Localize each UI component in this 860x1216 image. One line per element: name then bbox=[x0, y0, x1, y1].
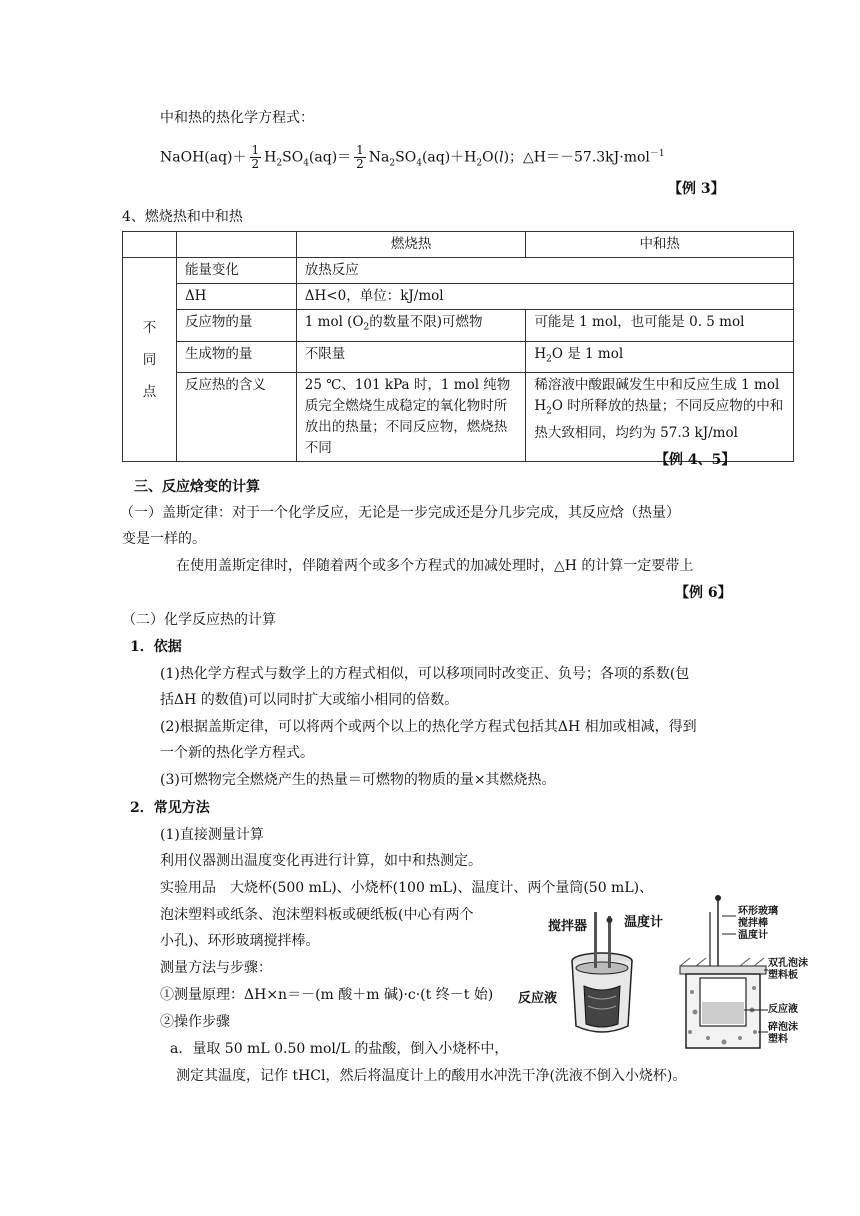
section-3-title: 三、反应焓变的计算 bbox=[134, 479, 260, 495]
row-label: 反应物的量 bbox=[176, 310, 296, 342]
hess-law-line-2: 变是一样的。 bbox=[122, 531, 206, 547]
row-label: 生成物的量 bbox=[176, 341, 296, 373]
method-line: ②操作步骤 bbox=[160, 1014, 230, 1030]
table-header-row bbox=[123, 232, 794, 258]
row-value: 放热反应 bbox=[296, 258, 793, 284]
intro-text: 中和热的热化学方程式： bbox=[160, 110, 314, 126]
methods-title: 2．常见方法 bbox=[130, 800, 210, 816]
basis-line: 括ΔH 的数值)可以同时扩大或缩小相同的倍数。 bbox=[160, 692, 459, 708]
basis-title: 1．依据 bbox=[130, 639, 182, 655]
method-line: 测量方法与步骤： bbox=[160, 960, 272, 976]
section-4-title: 4、燃烧热和中和热 bbox=[122, 209, 243, 225]
row-label: 反应热的含义 bbox=[176, 373, 296, 462]
neutralization-equation: NaOH(aq)＋ $\frac{1}{2}$ $H_2SO_4(aq)=$ $\frac{1}{2}$ $Na_2SO_4(aq)+H_2O(l)$；△H＝－57.3kJ·mol$^{-1}$ bbox=[160, 143, 665, 172]
method-line: 测定其温度，记作 tHCl，然后将温度计上的酸用水冲洗干净(洗液不倒入小烧杯)。 bbox=[176, 1068, 687, 1084]
label-solution-right: 反应液 bbox=[768, 1004, 798, 1015]
label-foam-2: 塑料 bbox=[768, 1034, 788, 1045]
example-ref-6: 【例 6】 bbox=[675, 585, 732, 601]
fraction-half: $\frac{1}{2}$ bbox=[356, 143, 364, 172]
header-combustion-heat: 燃烧热 bbox=[296, 232, 526, 258]
calorimeter-diagram bbox=[678, 892, 808, 1058]
combustion-value: 1 mol ($O_2$的数量不限)可燃物 bbox=[296, 310, 526, 342]
basis-line: (3)可燃物完全燃烧产生的热量＝可燃物的物质的量×其燃烧热。 bbox=[160, 772, 556, 788]
example-ref-4-5: 【例 4、5】 bbox=[655, 452, 736, 468]
method-line: 泡沫塑料或纸条、泡沫塑料板或硬纸板(中心有两个 bbox=[160, 907, 474, 923]
hess-law-line-3: 在使用盖斯定律时，伴随着两个或多个方程式的加减处理时，△H 的计算一定要带上 bbox=[176, 558, 694, 574]
fraction-half: $\frac{1}{2}$ bbox=[251, 143, 260, 172]
label-thermometer: 温度计 bbox=[624, 915, 664, 930]
table-row bbox=[123, 373, 794, 462]
label-foam-board-1: 双孔泡沫 bbox=[768, 958, 808, 969]
label-stirring-rod-1: 环形玻璃 bbox=[738, 906, 778, 917]
row-value: ΔH<0，单位：kJ/mol bbox=[296, 284, 793, 310]
label-solution: 反应液 bbox=[518, 991, 558, 1006]
basis-line: (2)根据盖斯定律，可以将两个或两个以上的热化学方程式包括其ΔH 相加或相减，得到 bbox=[160, 719, 697, 735]
header-neutralization-heat: 中和热 bbox=[526, 232, 794, 258]
table-cell-empty bbox=[176, 232, 296, 258]
label-stirrer: 搅拌器 bbox=[548, 919, 588, 934]
calorimeter-illustration bbox=[518, 906, 664, 1046]
method-line: ①测量原理：ΔH×n＝－(m 酸＋m 碱)·c·(t 终－t 始) bbox=[160, 987, 494, 1003]
example-ref-3: 【例 3】 bbox=[668, 181, 725, 197]
method-line: (1)直接测量计算 bbox=[160, 827, 264, 843]
row-label: ΔH bbox=[176, 284, 296, 310]
combustion-value: 25 ℃、101 kPa 时，1 mol 纯物质完全燃烧生成稳定的氧化物时所放出的热量；不同反应物，燃烧热不同 bbox=[296, 373, 526, 462]
label-stirring-rod-2: 搅拌棒 bbox=[738, 918, 768, 929]
combustion-value: 不限量 bbox=[296, 341, 526, 373]
neutralization-value: 稀溶液中酸跟碱发生中和反应生成 1 mol $H_2O$ 时所释放的热量；不同反应物的中和热大致相同，均约为 57.3 kJ/mol bbox=[526, 373, 794, 462]
label-foam-board-2: 塑料板 bbox=[768, 970, 798, 981]
subsection-2-title: （二）化学反应热的计算 bbox=[122, 612, 276, 628]
method-line: 利用仪器测出温度变化再进行计算，如中和热测定。 bbox=[160, 853, 482, 869]
neutralization-value: 可能是 1 mol，也可能是 0. 5 mol bbox=[526, 310, 794, 342]
method-line: a．量取 50 mL 0.50 mol/L 的盐酸，倒入小烧杯中， bbox=[170, 1041, 509, 1057]
table-row bbox=[123, 258, 794, 284]
table-row bbox=[123, 284, 794, 310]
comparison-table bbox=[122, 231, 794, 462]
row-label: 能量变化 bbox=[176, 258, 296, 284]
label-foam-1: 碎泡沫 bbox=[768, 1022, 798, 1033]
method-line: 小孔)、环形玻璃搅拌棒。 bbox=[160, 933, 320, 949]
hess-law-line-1: （一）盖斯定律：对于一个化学反应，无论是一步完成还是分几步完成，其反应焓（热量） bbox=[120, 505, 680, 521]
difference-group-label: 不 同 点 bbox=[123, 258, 177, 462]
neutralization-value: $H_2O$ 是 1 mol bbox=[526, 341, 794, 373]
method-line: 实验用品 大烧杯(500 mL)、小烧杯(100 mL)、温度计、两个量筒(50 mL)、 bbox=[160, 880, 654, 896]
table-row bbox=[123, 310, 794, 342]
label-thermometer-right: 温度计 bbox=[738, 930, 768, 941]
table-cell-empty bbox=[123, 232, 177, 258]
basis-line: 一个新的热化学方程式。 bbox=[160, 745, 314, 761]
table-row bbox=[123, 341, 794, 373]
basis-line: (1)热化学方程式与数学上的方程式相似，可以移项同时改变正、负号；各项的系数(包 bbox=[160, 666, 690, 682]
